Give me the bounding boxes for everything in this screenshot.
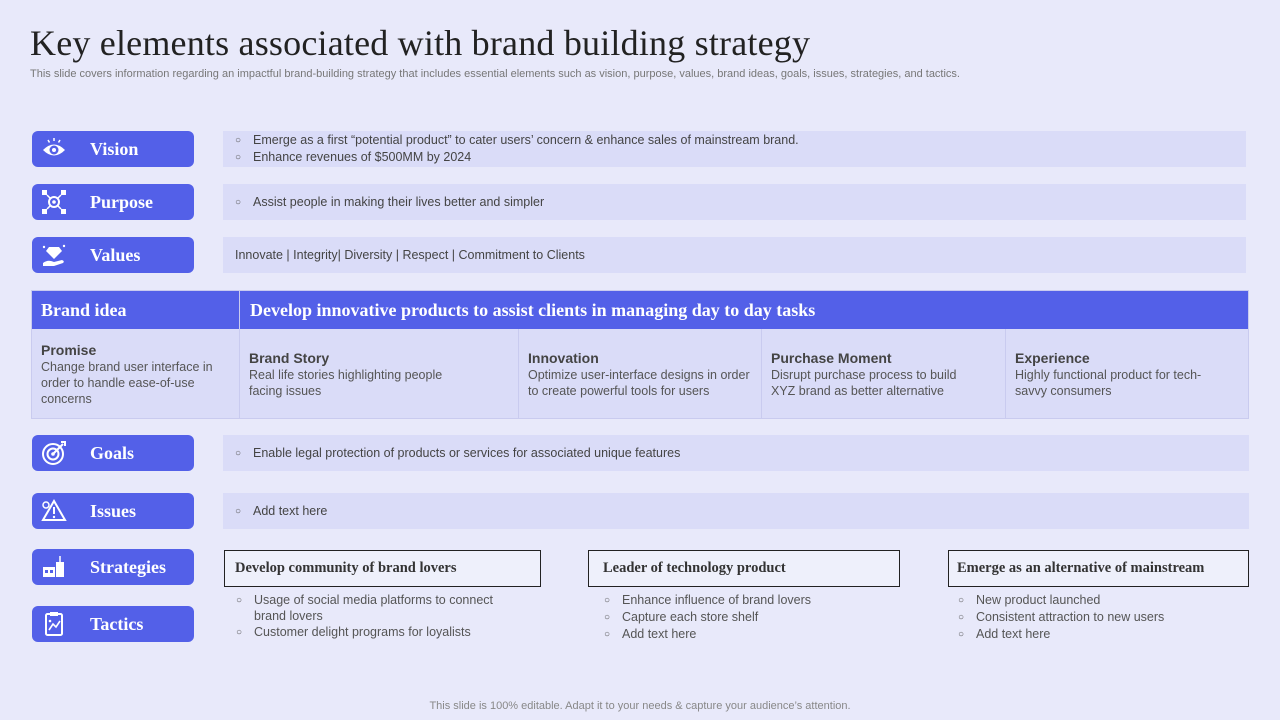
issues-label: Issues bbox=[90, 500, 137, 521]
strategy-list-3 bbox=[958, 592, 1248, 643]
list-item: ○ Add text here bbox=[604, 627, 697, 641]
page-subtitle: This slide covers information regarding an impactful brand-building strategy that includes essential elements such as vision, purpose, values, brand ideas, goals, issues, strategies, and tactics. bbox=[30, 68, 960, 80]
target-icon bbox=[34, 435, 74, 471]
values-content bbox=[223, 237, 1246, 273]
brand-cell-experience: Experience Highly functional product for tech-savvy consumers bbox=[1015, 349, 1202, 398]
clipboard-icon bbox=[34, 606, 74, 642]
values-text: Innovate | Integrity| Diversity | Respect | Commitment to Clients bbox=[235, 248, 585, 262]
strategies-label: Strategies bbox=[90, 556, 166, 577]
list-item: ○ Enhance influence of brand lovers bbox=[604, 593, 812, 607]
list-item: ○ Enhance revenues of $500MM by 2024 bbox=[235, 150, 472, 164]
goals-label-pill bbox=[32, 435, 194, 471]
purpose-label: Purpose bbox=[90, 191, 153, 212]
list-item: ○ New product launched bbox=[958, 593, 1101, 607]
building-icon bbox=[34, 549, 74, 585]
network-gear-icon bbox=[34, 184, 74, 220]
strategies-label-pill bbox=[32, 549, 194, 585]
brand-cell-innovation: Innovation Optimize user-interface designs in order to create powerful tools for users bbox=[519, 329, 762, 418]
brand-idea-headline: Develop innovative products to assist clients in managing day to day tasks bbox=[250, 299, 816, 320]
list-item: ○ Enable legal protection of products or services for associated unique features bbox=[235, 445, 681, 460]
strategy-box-2: Leader of technology product bbox=[588, 550, 900, 587]
tactics-label: Tactics bbox=[90, 613, 144, 634]
vision-label-pill bbox=[32, 131, 194, 167]
goals-label: Goals bbox=[90, 442, 135, 463]
issues-label-pill bbox=[32, 493, 194, 529]
tactics-label-pill bbox=[32, 606, 194, 642]
eye-icon bbox=[34, 131, 74, 167]
list-item: ○ Customer delight programs for loyalists bbox=[236, 625, 471, 639]
list-item: ○ Capture each store shelf bbox=[604, 610, 759, 624]
list-item: ○ Add text here bbox=[958, 627, 1051, 641]
footer-note: This slide is 100% editable. Adapt it to your needs & capture your audience’s attention. bbox=[429, 700, 851, 712]
purpose-content bbox=[223, 184, 1246, 220]
issues-content bbox=[223, 493, 1249, 529]
list-item: ○ Consistent attraction to new users bbox=[958, 610, 1165, 624]
page-title: Key elements associated with brand building strategy bbox=[30, 23, 811, 63]
strategy-box-3: Emerge as an alternative of mainstream bbox=[948, 550, 1249, 587]
brand-cell-promise: Promise Change brand user interface in order to handle ease-of-use concerns bbox=[32, 329, 240, 418]
brand-idea-label: Brand idea bbox=[32, 291, 240, 329]
vision-label: Vision bbox=[90, 138, 139, 159]
brand-idea-cells bbox=[32, 329, 1248, 418]
purpose-label-pill bbox=[32, 184, 194, 220]
list-item: ○ Add text here bbox=[235, 503, 328, 518]
hand-diamond-icon bbox=[34, 237, 74, 273]
brand-idea-table bbox=[31, 290, 1249, 419]
values-label-pill bbox=[32, 237, 194, 273]
list-item: ○ Emerge as a first “potential product” to cater users’ concern & enhance sales of mainstream brand. bbox=[235, 133, 799, 147]
list-item: ○ Assist people in making their lives better and simpler bbox=[235, 194, 545, 209]
list-item: ○ Usage of social media platforms to connect brand lovers bbox=[236, 593, 494, 623]
brand-cell-brand-story: Brand Story Real life stories highlighting people facing issues bbox=[240, 329, 519, 418]
values-label: Values bbox=[90, 244, 141, 265]
warning-icon bbox=[34, 493, 74, 529]
vision-content bbox=[223, 131, 1246, 167]
strategy-box-1: Develop community of brand lovers bbox=[224, 550, 541, 587]
strategy-list-1 bbox=[236, 592, 536, 641]
strategy-list-2 bbox=[604, 592, 894, 643]
goals-content bbox=[223, 435, 1249, 471]
brand-idea-header bbox=[32, 291, 1248, 329]
brand-cell-purchase-moment: Purchase Moment Disrupt purchase process to build XYZ brand as better alternative bbox=[762, 329, 1006, 418]
